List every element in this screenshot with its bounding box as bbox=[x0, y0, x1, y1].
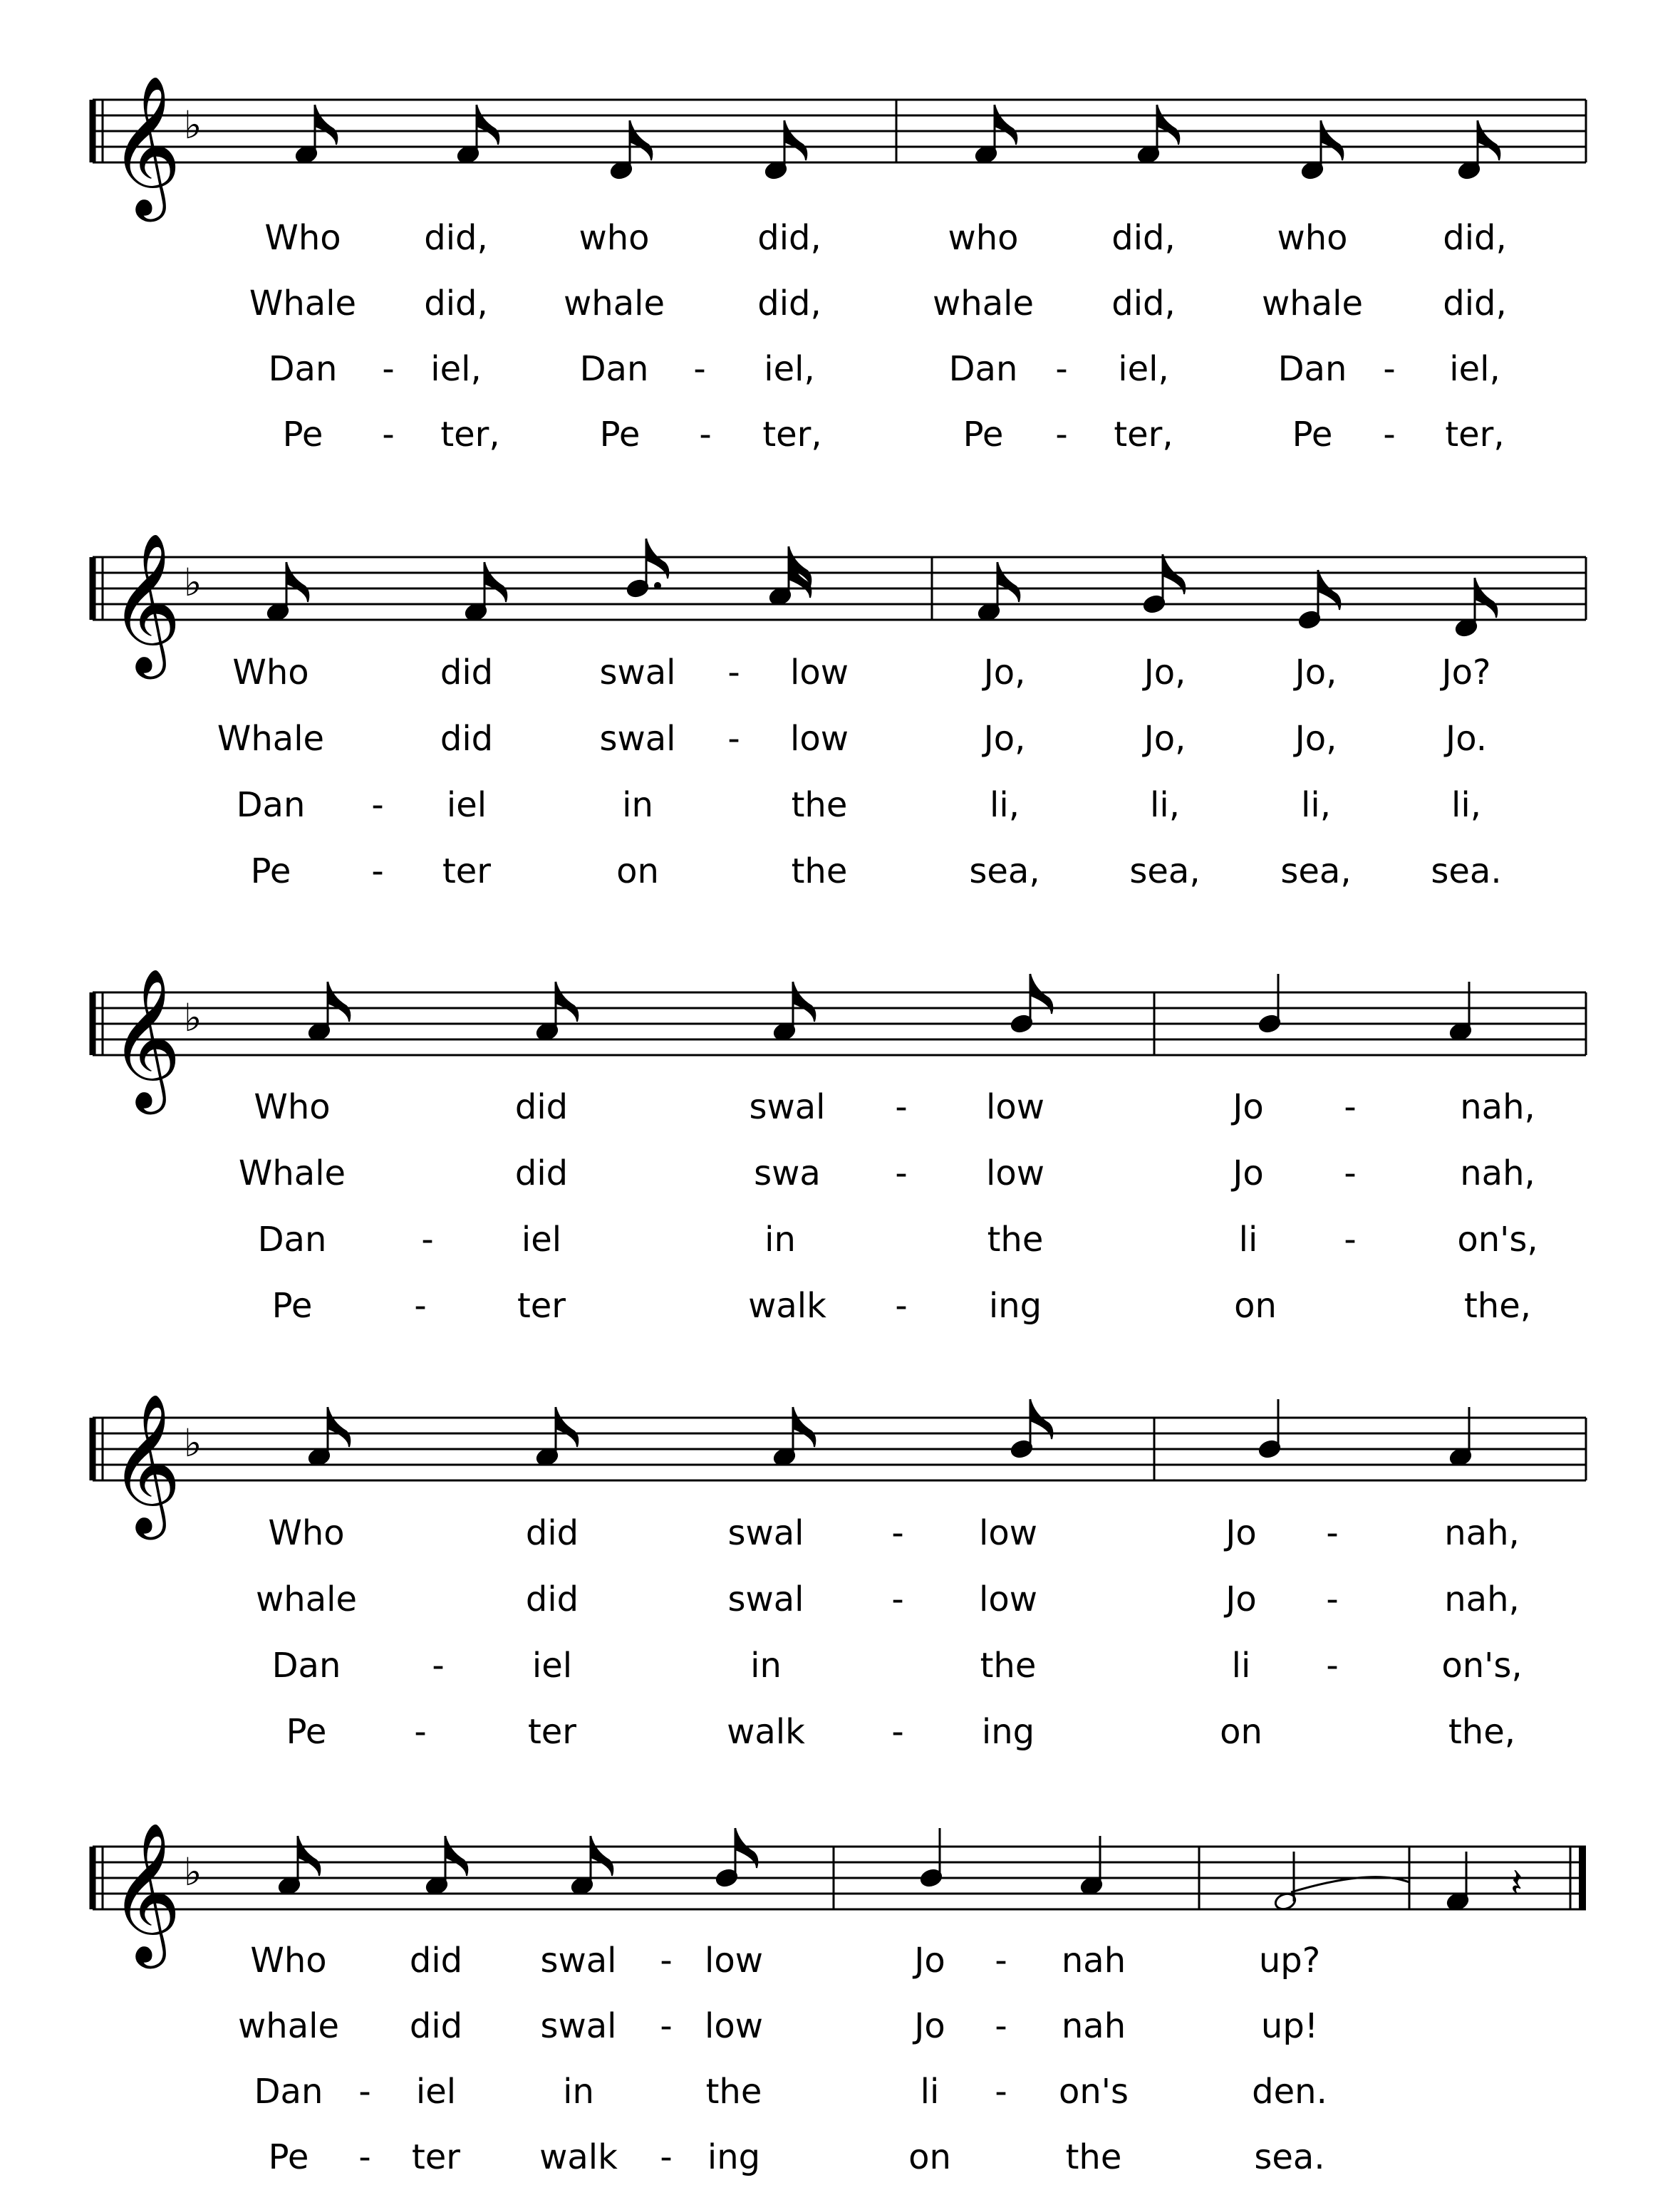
note bbox=[609, 120, 652, 180]
lyric-syllable: did, bbox=[424, 218, 488, 258]
lyric-syllable: Jo bbox=[1233, 1153, 1264, 1193]
syllable-hyphen: - bbox=[891, 1513, 904, 1553]
lyric-syllable: li bbox=[1231, 1646, 1251, 1686]
lyric-syllable: low bbox=[986, 1087, 1044, 1127]
lyric-syllable: Jo. bbox=[1446, 719, 1487, 759]
lyrics-system-2 bbox=[217, 653, 1502, 891]
lyric-syllable: Dan bbox=[268, 349, 338, 389]
lyric-syllable: swal bbox=[599, 653, 676, 692]
lyric-syllable: den. bbox=[1252, 2072, 1327, 2112]
lyric-syllable: on's, bbox=[1441, 1646, 1523, 1686]
lyric-syllable: Jo, bbox=[1144, 653, 1186, 692]
syllable-hyphen: - bbox=[1344, 1087, 1357, 1127]
lyric-syllable: low bbox=[790, 653, 849, 692]
lyric-syllable: Jo bbox=[1225, 1513, 1257, 1553]
flat-key-signature-icon: ♭ bbox=[184, 995, 202, 1040]
note bbox=[294, 105, 337, 165]
lyric-syllable: iel bbox=[521, 1220, 562, 1260]
lyric-syllable: low bbox=[979, 1579, 1037, 1619]
lyric-syllable: nah, bbox=[1460, 1087, 1535, 1127]
lyric-syllable: Who bbox=[254, 1087, 331, 1127]
lyric-syllable: Whale bbox=[249, 284, 357, 323]
lyric-syllable: Pe bbox=[599, 415, 641, 455]
syllable-hyphen: - bbox=[895, 1153, 908, 1193]
lyric-syllable: did, bbox=[1111, 284, 1176, 323]
lyric-syllable: did, bbox=[1111, 218, 1176, 258]
lyric-syllable: li bbox=[920, 2072, 940, 2112]
lyric-syllable: ter, bbox=[1114, 415, 1173, 455]
lyric-syllable: whale bbox=[238, 2006, 339, 2046]
lyric-syllable: on bbox=[1234, 1286, 1277, 1326]
syllable-hyphen: - bbox=[382, 349, 395, 389]
syllable-hyphen: - bbox=[371, 851, 384, 891]
syllable-hyphen: - bbox=[1383, 415, 1396, 455]
flat-key-signature-icon: ♭ bbox=[184, 1849, 202, 1894]
lyric-syllable: swal bbox=[727, 1513, 804, 1553]
lyric-syllable: who bbox=[1277, 218, 1348, 258]
lyric-syllable: in bbox=[764, 1220, 796, 1260]
lyric-syllable: low bbox=[705, 1941, 763, 1981]
lyrics-system-1 bbox=[249, 218, 1507, 455]
note bbox=[456, 105, 499, 165]
note bbox=[277, 1836, 320, 1896]
treble-clef-icon: 𝄞 bbox=[110, 75, 182, 216]
lyric-syllable: did, bbox=[1443, 284, 1507, 323]
lyric-syllable: Who bbox=[264, 218, 341, 258]
note bbox=[772, 1407, 815, 1467]
flat-key-signature-icon: ♭ bbox=[184, 1421, 202, 1465]
lyric-syllable: Pe bbox=[250, 851, 291, 891]
syllable-hyphen: - bbox=[358, 2072, 371, 2112]
syllable-hyphen: - bbox=[1344, 1220, 1357, 1260]
lyric-syllable: sea, bbox=[1129, 851, 1201, 891]
lyric-syllable: ter bbox=[527, 1712, 577, 1752]
lyric-syllable: Pe bbox=[282, 415, 323, 455]
lyric-syllable: swal bbox=[727, 1579, 804, 1619]
lyric-syllable: Dan bbox=[271, 1646, 341, 1686]
lyric-syllable: swal bbox=[540, 1941, 617, 1981]
lyric-syllable: who bbox=[579, 218, 650, 258]
lyric-syllable: ter bbox=[517, 1286, 566, 1326]
note bbox=[570, 1836, 613, 1896]
note bbox=[626, 539, 668, 598]
note bbox=[1010, 1399, 1052, 1459]
lyric-syllable: the bbox=[1065, 2137, 1122, 2177]
syllable-hyphen: - bbox=[891, 1579, 904, 1619]
note bbox=[1258, 974, 1281, 1034]
lyric-syllable: Whale bbox=[217, 719, 325, 759]
syllable-hyphen: - bbox=[995, 2072, 1007, 2112]
lyric-syllable: did bbox=[409, 1941, 463, 1981]
lyric-syllable: li, bbox=[1301, 785, 1331, 825]
lyric-syllable: Pe bbox=[286, 1712, 327, 1752]
lyric-syllable: Pe bbox=[1292, 415, 1333, 455]
note bbox=[977, 562, 1020, 622]
syllable-hyphen: - bbox=[891, 1712, 904, 1752]
lyric-syllable: low bbox=[705, 2006, 763, 2046]
lyric-syllable: iel, bbox=[764, 349, 815, 389]
lyric-syllable: Who bbox=[250, 1941, 327, 1981]
note bbox=[1446, 1852, 1469, 1911]
lyric-syllable: nah, bbox=[1444, 1579, 1520, 1619]
lyric-syllable: li, bbox=[990, 785, 1020, 825]
lyric-syllable: li bbox=[1238, 1220, 1258, 1260]
lyric-syllable: Pe bbox=[268, 2137, 309, 2177]
lyric-syllable: ing bbox=[707, 2137, 761, 2177]
lyric-syllable: on bbox=[616, 851, 659, 891]
treble-clef-icon: 𝄞 bbox=[110, 1822, 182, 1963]
lyric-syllable: swal bbox=[599, 719, 676, 759]
lyric-syllable: did, bbox=[1443, 218, 1507, 258]
syllable-hyphen: - bbox=[693, 349, 706, 389]
lyric-syllable: ter bbox=[442, 851, 492, 891]
lyric-syllable: sea. bbox=[1254, 2137, 1325, 2177]
syllable-hyphen: - bbox=[414, 1286, 427, 1326]
lyric-syllable: ing bbox=[988, 1286, 1042, 1326]
syllable-hyphen: - bbox=[432, 1646, 445, 1686]
lyric-syllable: ing bbox=[981, 1712, 1035, 1752]
lyric-syllable: nah bbox=[1061, 1941, 1126, 1981]
lyric-syllable: walk bbox=[727, 1712, 805, 1752]
lyric-syllable: li, bbox=[1451, 785, 1481, 825]
lyric-syllable: on's, bbox=[1457, 1220, 1538, 1260]
lyric-syllable: Who bbox=[268, 1513, 345, 1553]
lyric-syllable: ter, bbox=[440, 415, 500, 455]
lyric-syllable: low bbox=[979, 1513, 1037, 1553]
syllable-hyphen: - bbox=[1055, 349, 1068, 389]
lyric-syllable: Jo bbox=[1233, 1087, 1264, 1127]
quarter-rest-icon: 𝄽 bbox=[1510, 1860, 1523, 1906]
note bbox=[1300, 120, 1343, 180]
lyric-syllable: the, bbox=[1448, 1712, 1516, 1752]
syllable-hyphen: - bbox=[727, 719, 740, 759]
syllable-hyphen: - bbox=[995, 1941, 1007, 1981]
lyric-syllable: Jo, bbox=[1295, 653, 1337, 692]
lyric-syllable: iel, bbox=[1449, 349, 1500, 389]
note bbox=[307, 982, 350, 1042]
note bbox=[768, 546, 811, 606]
syllable-hyphen: - bbox=[1344, 1153, 1357, 1193]
syllable-hyphen: - bbox=[995, 2006, 1007, 2046]
lyric-syllable: did bbox=[409, 2006, 463, 2046]
lyric-syllable: Jo, bbox=[1295, 719, 1337, 759]
note bbox=[764, 120, 807, 180]
lyric-syllable: Jo? bbox=[1441, 653, 1491, 692]
syllable-hyphen: - bbox=[1326, 1646, 1339, 1686]
tie bbox=[1291, 1877, 1409, 1892]
note bbox=[307, 1407, 350, 1467]
lyric-syllable: on bbox=[908, 2137, 951, 2177]
note bbox=[535, 1407, 578, 1467]
lyric-syllable: Dan bbox=[257, 1220, 327, 1260]
treble-clef-icon: 𝄞 bbox=[110, 967, 182, 1109]
lyric-syllable: the bbox=[987, 1220, 1044, 1260]
lyric-syllable: Jo bbox=[914, 1941, 945, 1981]
note bbox=[974, 105, 1017, 165]
note bbox=[1258, 1399, 1281, 1459]
syllable-hyphen: - bbox=[1055, 415, 1068, 455]
lyric-syllable: the bbox=[705, 2072, 762, 2112]
lyric-syllable: whale bbox=[256, 1579, 357, 1619]
lyric-syllable: up! bbox=[1260, 2006, 1319, 2046]
syllable-hyphen: - bbox=[895, 1286, 908, 1326]
lyric-syllable: did bbox=[525, 1579, 579, 1619]
lyric-syllable: nah, bbox=[1460, 1153, 1535, 1193]
lyric-syllable: Whale bbox=[238, 1153, 346, 1193]
lyrics-system-5 bbox=[238, 1941, 1327, 2177]
lyric-syllable: swal bbox=[749, 1087, 826, 1127]
syllable-hyphen: - bbox=[421, 1220, 434, 1260]
lyric-syllable: did, bbox=[757, 284, 821, 323]
lyric-syllable: who bbox=[948, 218, 1019, 258]
syllable-hyphen: - bbox=[358, 2137, 371, 2177]
lyric-syllable: whale bbox=[564, 284, 665, 323]
lyric-syllable: li, bbox=[1150, 785, 1180, 825]
lyric-syllable: swa bbox=[754, 1153, 821, 1193]
note bbox=[1297, 570, 1340, 630]
lyric-syllable: did bbox=[440, 653, 494, 692]
lyric-syllable: sea, bbox=[1280, 851, 1352, 891]
lyric-syllable: nah, bbox=[1444, 1513, 1520, 1553]
lyric-syllable: iel bbox=[532, 1646, 573, 1686]
lyric-syllable: did bbox=[514, 1153, 569, 1193]
lyric-syllable: Pe bbox=[963, 415, 1004, 455]
lyric-syllable: Jo bbox=[914, 2006, 945, 2046]
lyric-syllable: Dan bbox=[254, 2072, 323, 2112]
lyric-syllable: the bbox=[791, 785, 848, 825]
lyric-syllable: the bbox=[791, 851, 848, 891]
lyric-syllable: did, bbox=[424, 284, 488, 323]
note bbox=[1457, 120, 1500, 180]
lyric-syllable: in bbox=[750, 1646, 782, 1686]
syllable-hyphen: - bbox=[382, 415, 395, 455]
note bbox=[535, 982, 578, 1042]
lyric-syllable: iel bbox=[446, 785, 487, 825]
note bbox=[1273, 1852, 1297, 1911]
lyric-syllable: Jo, bbox=[983, 653, 1026, 692]
flat-key-signature-icon: ♭ bbox=[184, 560, 202, 605]
lyric-syllable: Jo, bbox=[983, 719, 1026, 759]
lyric-syllable: nah bbox=[1061, 2006, 1126, 2046]
lyric-syllable: swal bbox=[540, 2006, 617, 2046]
note bbox=[266, 562, 308, 622]
note bbox=[919, 1828, 943, 1888]
syllable-hyphen: - bbox=[660, 2137, 673, 2177]
lyric-syllable: on bbox=[1220, 1712, 1262, 1752]
lyric-syllable: ter, bbox=[762, 415, 822, 455]
lyric-syllable: low bbox=[790, 719, 849, 759]
lyric-syllable: did bbox=[440, 719, 494, 759]
note bbox=[1142, 554, 1185, 614]
lyric-syllable: did, bbox=[757, 218, 821, 258]
note bbox=[772, 982, 815, 1042]
note bbox=[1136, 105, 1179, 165]
lyric-syllable: in bbox=[622, 785, 653, 825]
staff-system-1 bbox=[93, 75, 1586, 222]
note bbox=[1454, 578, 1497, 638]
lyric-syllable: in bbox=[563, 2072, 594, 2112]
lyric-syllable: Dan bbox=[236, 785, 306, 825]
lyric-syllable: Dan bbox=[948, 349, 1018, 389]
syllable-hyphen: - bbox=[1326, 1579, 1339, 1619]
syllable-hyphen: - bbox=[660, 2006, 673, 2046]
lyric-syllable: Jo, bbox=[1144, 719, 1186, 759]
syllable-hyphen: - bbox=[727, 653, 740, 692]
note bbox=[1448, 1407, 1472, 1467]
lyric-syllable: iel bbox=[415, 2072, 457, 2112]
lyric-syllable: walk bbox=[539, 2137, 618, 2177]
syllable-hyphen: - bbox=[699, 415, 712, 455]
lyric-syllable: up? bbox=[1258, 1941, 1321, 1981]
lyric-syllable: low bbox=[986, 1153, 1044, 1193]
lyric-syllable: iel, bbox=[430, 349, 482, 389]
lyric-syllable: ter, bbox=[1445, 415, 1505, 455]
lyric-syllable: did bbox=[514, 1087, 569, 1127]
lyric-syllable: Who bbox=[232, 653, 309, 692]
lyric-syllable: the, bbox=[1463, 1286, 1532, 1326]
syllable-hyphen: - bbox=[1326, 1513, 1339, 1553]
flat-key-signature-icon: ♭ bbox=[184, 103, 202, 147]
lyric-syllable: ter bbox=[411, 2137, 461, 2177]
treble-clef-icon: 𝄞 bbox=[110, 1393, 182, 1534]
lyric-syllable: Dan bbox=[579, 349, 649, 389]
lyric-syllable: whale bbox=[933, 284, 1034, 323]
note bbox=[715, 1828, 757, 1888]
lyric-syllable: did bbox=[525, 1513, 579, 1553]
lyric-syllable: the bbox=[980, 1646, 1037, 1686]
lyric-syllable: on's bbox=[1059, 2072, 1129, 2112]
lyric-syllable: walk bbox=[748, 1286, 826, 1326]
lyrics-system-4 bbox=[256, 1513, 1523, 1752]
syllable-hyphen: - bbox=[1383, 349, 1396, 389]
lyric-syllable: sea, bbox=[969, 851, 1040, 891]
lyric-syllable: Pe bbox=[271, 1286, 313, 1326]
lyric-syllable: Dan bbox=[1277, 349, 1347, 389]
lyric-syllable: whale bbox=[1262, 284, 1363, 323]
note bbox=[464, 562, 507, 622]
note bbox=[1010, 974, 1052, 1034]
syllable-hyphen: - bbox=[371, 785, 384, 825]
note bbox=[425, 1836, 467, 1896]
syllable-hyphen: - bbox=[895, 1087, 908, 1127]
lyrics-system-3 bbox=[239, 1087, 1538, 1326]
note bbox=[1448, 982, 1472, 1042]
lyric-syllable: Jo bbox=[1225, 1579, 1257, 1619]
lyric-syllable: iel, bbox=[1118, 349, 1169, 389]
treble-clef-icon: 𝄞 bbox=[110, 532, 182, 673]
syllable-hyphen: - bbox=[660, 1941, 673, 1981]
syllable-hyphen: - bbox=[414, 1712, 427, 1752]
note bbox=[1079, 1836, 1103, 1896]
lyric-syllable: sea. bbox=[1431, 851, 1502, 891]
